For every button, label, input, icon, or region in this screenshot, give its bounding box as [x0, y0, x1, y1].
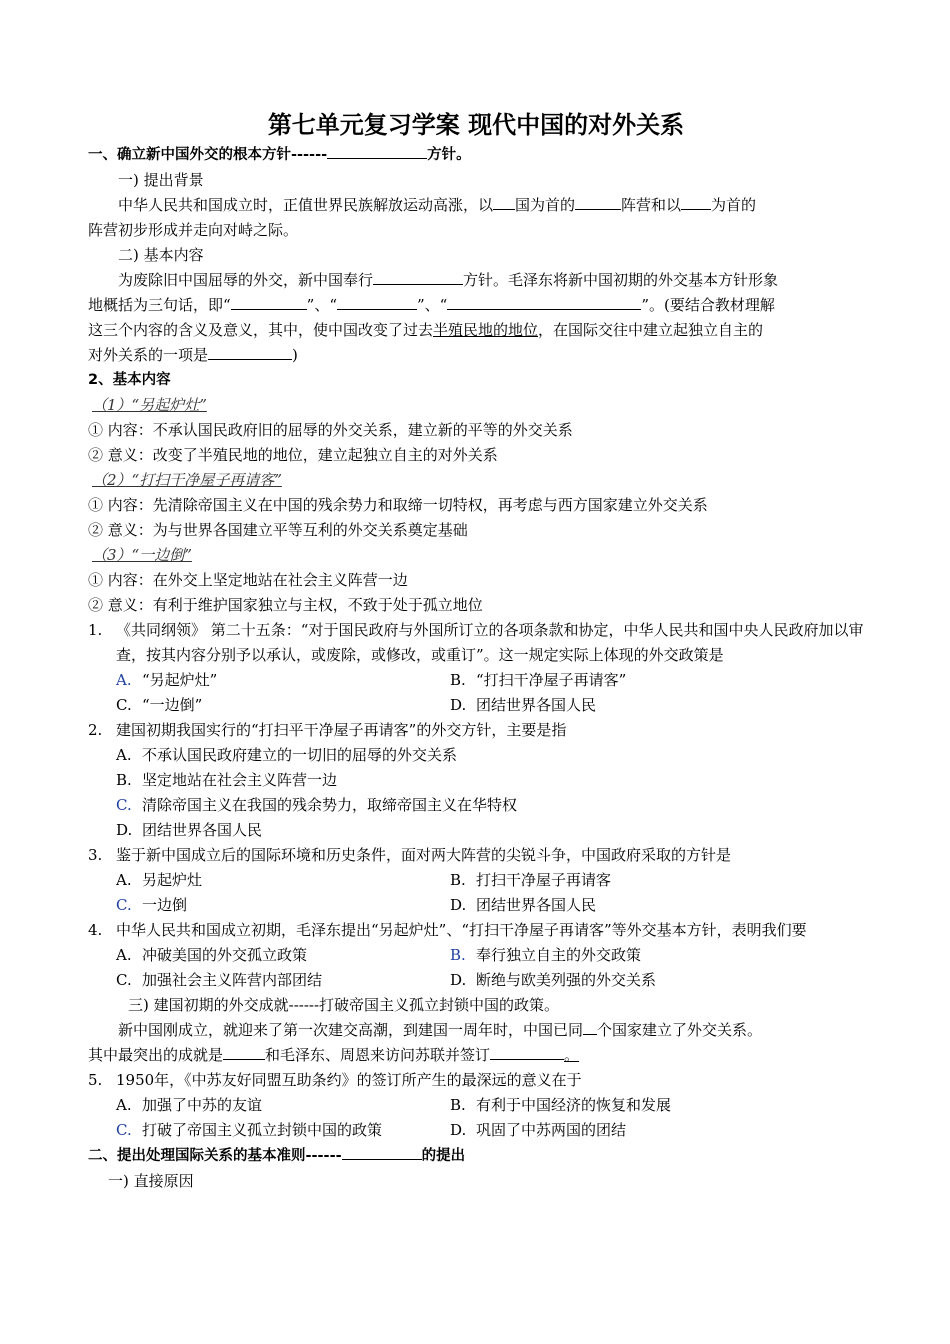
option-c[interactable]: C. “一边倒”	[116, 696, 203, 714]
content-paragraph-line2: 地概括为三句话，即“ ”、“ ”、“ ”。(要结合教材理解	[88, 293, 864, 318]
answer-blank[interactable]	[337, 293, 417, 310]
page-title: 第七单元复习学案 现代中国的对外关系	[267, 111, 685, 139]
option-d[interactable]: D. 团结世界各国人民	[116, 821, 263, 839]
question-2: 2. 建国初期我国实行的“打扫平干净屋子再请客”的外交方针，主要是指	[88, 721, 567, 739]
option-a[interactable]: A. “另起炉灶”	[116, 671, 218, 689]
answer-blank[interactable]	[583, 1018, 597, 1035]
answer-blank[interactable]	[342, 1143, 422, 1160]
policy-label: （1）“另起炉灶”	[92, 396, 207, 414]
policy-label: （2）“打扫干净屋子再请客”	[92, 471, 282, 489]
part-2-heading: 二、提出处理国际关系的基本准则------ 的提出	[88, 1143, 864, 1169]
policy-meaning: ② 意义：为与世界各国建立平等互利的外交关系奠定基础	[88, 521, 468, 539]
background-paragraph-cont: 阵营初步形成并走向对峙之际。	[88, 221, 299, 239]
option-b[interactable]: B. 有利于中国经济的恢复和发展	[450, 1096, 672, 1114]
content-paragraph: 为废除旧中国屈辱的外交，新中国奉行 方针。毛泽东将新中国初期的外交基本方针形象	[88, 268, 864, 293]
question-5-options-row2	[88, 1118, 864, 1143]
question-4: 4. 中华人民共和国成立初期，毛泽东提出“另起炉灶”、“打扫干净屋子再请客”等外交基本方针，表明我们要	[88, 921, 807, 939]
option-b[interactable]: B. 奉行独立自主的外交政策	[450, 946, 642, 964]
answer-blank[interactable]	[373, 268, 463, 285]
background-heading: 一) 提出背景	[118, 171, 204, 189]
option-c[interactable]: C. 打破了帝国主义孤立封锁中国的政策	[116, 1121, 383, 1139]
achievements-paragraph: 新中国刚成立，就迎来了第一次建交高潮，到建国一周年时，中国已同 个国家建立了外交关系。	[88, 1018, 864, 1043]
option-a[interactable]: A. 冲破美国的外交孤立政策	[116, 946, 308, 964]
option-d[interactable]: D. 团结世界各国人民	[450, 696, 597, 714]
option-b[interactable]: B. “打扫干净屋子再请客”	[450, 671, 627, 689]
option-b[interactable]: B. 坚定地站在社会主义阵营一边	[116, 771, 338, 789]
content-paragraph-line4: 对外关系的一项是 )	[88, 343, 864, 368]
option-d[interactable]: D. 巩固了中苏两国的团结	[450, 1121, 627, 1139]
policy-meaning: ② 意义：改变了半殖民地的地位，建立起独立自主的对外关系	[88, 446, 498, 464]
content-heading: 二) 基本内容	[118, 246, 204, 264]
option-a[interactable]: A. 不承认国民政府建立的一切旧的屈辱的外交关系	[116, 746, 458, 764]
question-3-options-row1	[88, 868, 864, 893]
question-1-options-row1	[88, 668, 864, 693]
answer-blank[interactable]	[327, 142, 427, 159]
answer-blank[interactable]	[208, 343, 292, 360]
answer-blank[interactable]	[231, 293, 307, 310]
section-1-heading: 一、确立新中国外交的根本方针------ 方针。	[88, 142, 864, 168]
document-page	[88, 108, 864, 1194]
option-c[interactable]: C. 清除帝国主义在我国的残余势力，取缔帝国主义在华特权	[116, 796, 518, 814]
question-3-options-row2	[88, 893, 864, 918]
direct-cause-heading: 一) 直接原因	[108, 1172, 194, 1190]
option-a[interactable]: A. 加强了中苏的友谊	[116, 1096, 263, 1114]
policy-label: （3）“一边倒”	[92, 546, 192, 564]
option-b[interactable]: B. 打扫干净屋子再请客	[450, 871, 612, 889]
background-paragraph: 中华人民共和国成立时，正值世界民族解放运动高涨，以 国为首的 阵营和以 为首的	[88, 193, 864, 218]
question-1-options-row2	[88, 693, 864, 718]
question-4-options-row2	[88, 968, 864, 993]
question-5-options-row1	[88, 1093, 864, 1118]
answer-blank[interactable]	[575, 193, 621, 210]
policy-content: ① 内容：不承认国民政府旧的屈辱的外交关系，建立新的平等的外交关系	[88, 421, 573, 439]
question-1: 1. 《共同纲领》 第二十五条：“对于国民政府与外国所订立的各项条款和协定，中华人民共和国中央人民政府加以审查，按其内容分别予以承认，或废除，或修改，或重订”。这一规定实际上体现的外交政策是	[88, 621, 864, 664]
question-5: 5. 1950年，《中苏友好同盟互助条约》的签订所产生的最深远的意义在于	[88, 1071, 582, 1089]
option-c[interactable]: C. 加强社会主义阵营内部团结	[116, 971, 323, 989]
answer-blank[interactable]	[681, 193, 711, 210]
question-4-options-row1	[88, 943, 864, 968]
answer-blank[interactable]	[447, 293, 641, 310]
option-d[interactable]: D. 团结世界各国人民	[450, 896, 597, 914]
policy-content: ① 内容：先清除帝国主义在中国的残余势力和取缔一切特权，再考虑与西方国家建立外交关系	[88, 496, 708, 514]
policy-meaning: ② 意义：有利于维护国家独立与主权，不致于处于孤立地位	[88, 596, 483, 614]
answer-blank[interactable]	[490, 1043, 564, 1060]
option-a[interactable]: A. 另起炉灶	[116, 871, 203, 889]
basic-content-heading: 2、基本内容	[88, 372, 171, 388]
option-c[interactable]: C. 一边倒	[116, 896, 188, 914]
policy-content: ① 内容：在外交上坚定地站在社会主义阵营一边	[88, 571, 408, 589]
option-d[interactable]: D. 断绝与欧美列强的外交关系	[450, 971, 657, 989]
achievements-heading: 三) 建国初期的外交成就------打破帝国主义孤立封锁中国的政策。	[128, 996, 560, 1014]
content-paragraph-line3: 这三个内容的含义及意义，其中，使中国改变了过去半殖民地的地位，在国际交往中建立起独立自主的	[88, 321, 764, 339]
answer-blank[interactable]	[493, 193, 515, 210]
achievements-paragraph-line2: 其中最突出的成就是 和毛泽东、周恩来访问苏联并签订 。	[88, 1043, 864, 1068]
answer-blank[interactable]	[223, 1043, 265, 1060]
question-3: 3. 鉴于新中国成立后的国际环境和历史条件，面对两大阵营的尖锐斗争，中国政府采取的方针是	[88, 846, 732, 864]
